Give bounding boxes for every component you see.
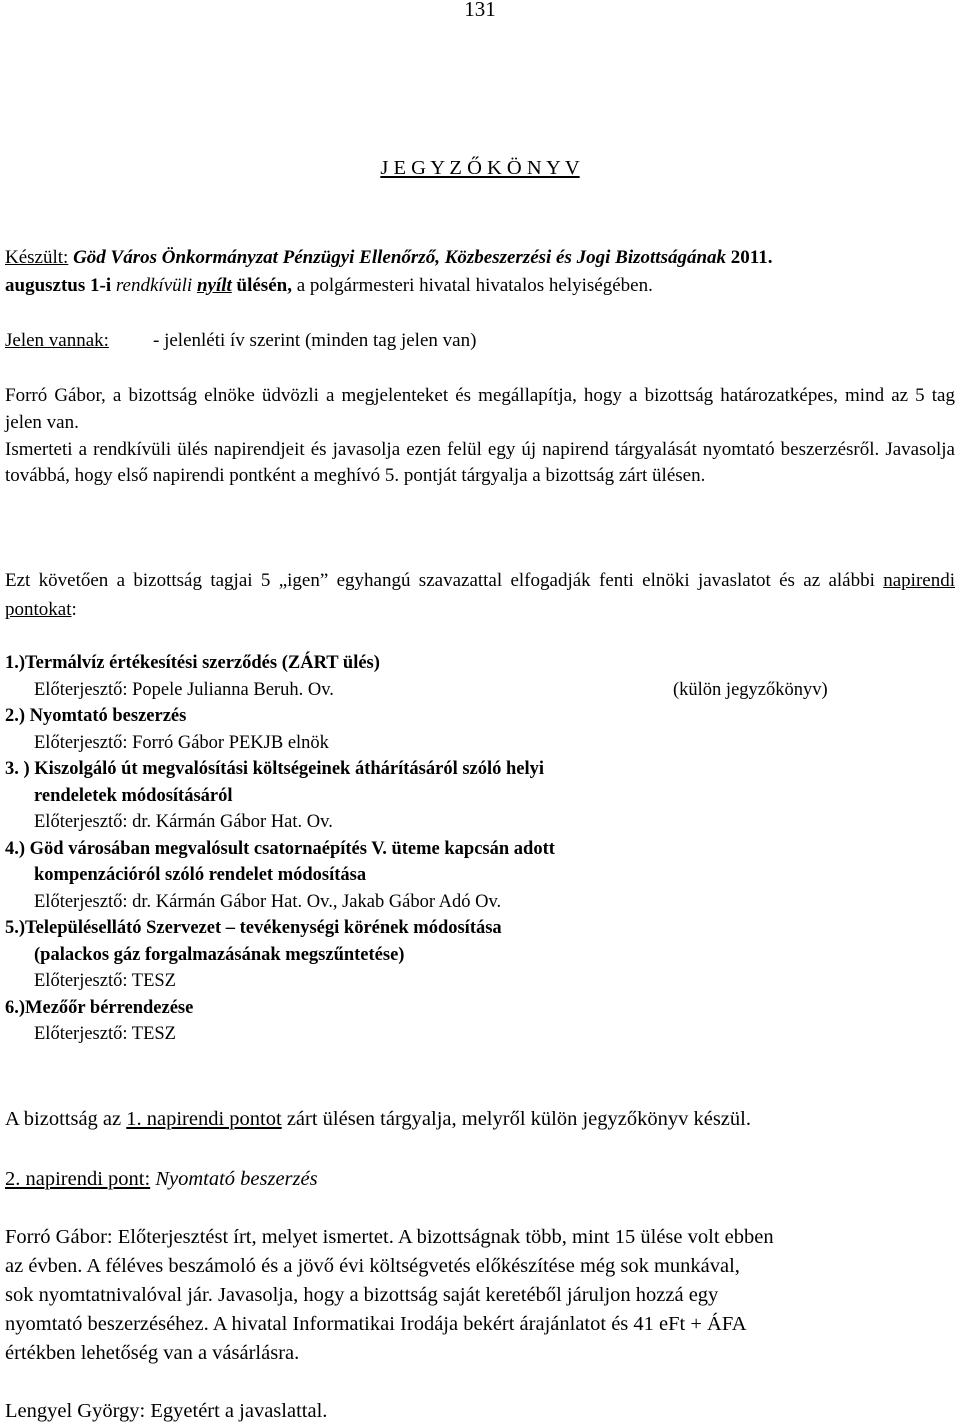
agenda-item-1-presenter xyxy=(5,677,955,704)
agenda-list xyxy=(5,650,955,1048)
vote-end: : xyxy=(71,599,77,620)
keszult-paragraph xyxy=(5,244,955,300)
keszult-date-month: augusztus 1-i xyxy=(5,275,112,296)
keszult-line-2 xyxy=(5,272,955,300)
item-2-heading xyxy=(5,1165,955,1194)
agenda-item-2-title: 2.) Nyomtató beszerzés xyxy=(5,706,187,726)
agenda-item-3-title: 3. ) Kiszolgáló út megvalósítási költségeinek áthárításáról szóló helyi xyxy=(5,759,545,779)
opening-sentence-1: Forró Gábor, a bizottság elnöke üdvözli a megjelenteket és megállapítja, hogy a bizottság határozatképes, mind az 5 tag jelen van. xyxy=(5,385,955,433)
keszult-rendkivuli: rendkívüli xyxy=(111,275,193,296)
closing-paragraph-2 xyxy=(5,1223,955,1368)
agenda-item-5 xyxy=(5,915,955,995)
closing2-line-4: nyomtató beszerzéséhez. A hivatal Informatikai Irodája bekért árajánlatot és 41 eFt + ÁFA xyxy=(5,1313,747,1335)
item-2-label: 2. napirendi pont: xyxy=(5,1168,151,1190)
page-number-text: 131 xyxy=(464,0,496,21)
closing1-link: 1. napirendi pontot xyxy=(126,1108,282,1130)
agenda-item-2-presenter: Előterjesztő: Forró Gábor PEKJB elnök xyxy=(34,732,329,753)
closing2-line-2: az évben. A féléves beszámoló és a jövő évi költségvetés előkészítése még sok munkával, xyxy=(5,1255,740,1277)
jelen-line xyxy=(5,326,955,355)
agenda-item-5-title: 5.)Településellátó Szervezet – tevékenységi körének módosítása xyxy=(5,918,502,938)
agenda-item-4 xyxy=(5,836,955,916)
page-number xyxy=(5,0,955,22)
agenda-item-3 xyxy=(5,756,955,836)
keszult-line-1 xyxy=(5,244,955,272)
agenda-item-1-presenter-text: Előterjesztő: Popele Julianna Beruh. Ov. xyxy=(34,679,334,700)
jelen-label: Jelen vannak: xyxy=(5,330,109,351)
closing1-pre: A bizottság az xyxy=(5,1108,127,1130)
vote-agenda-link: napirendi pontokat xyxy=(5,570,955,620)
agenda-item-1-title: 1.)Termálvíz értékesítési szerződés (ZÁRT ülés) xyxy=(5,653,380,673)
agenda-item-4-title-cont: kompenzációról szóló rendelet módosítása xyxy=(34,865,367,885)
closing3-text: Lengyel György: Egyetért a javaslattal. xyxy=(5,1400,328,1422)
keszult-body: Göd Város Önkormányzat Pénzügyi Ellenőrző, Közbeszerzési és Jogi Bizottságának xyxy=(68,247,727,268)
agenda-item-4-title: 4.) Göd városában megvalósult csatornaépítés V. üteme kapcsán adott xyxy=(5,838,555,859)
closing1-post: zárt ülésen tárgyalja, melyről külön jegyzőkönyv készül. xyxy=(281,1108,751,1130)
opening-paragraph xyxy=(5,383,955,490)
agenda-item-2 xyxy=(5,703,955,756)
document-title xyxy=(5,154,955,182)
agenda-item-3-presenter: Előterjesztő: dr. Kármán Gábor Hat. Ov. xyxy=(34,812,333,832)
closing2-line-5: értékben lehetőség van a vásárlásra. xyxy=(5,1342,300,1364)
keszult-nyilt: nyílt xyxy=(196,275,232,296)
keszult-rest: a polgármesteri hivatal hivatalos helyiségében. xyxy=(291,275,653,296)
title-text: J E G Y Z Ő K Ö N Y V xyxy=(380,157,580,179)
opening-sentence-2: Ismerteti a rendkívüli ülés napirendjeit és javasolja ezen felül egy új napirend tárgyalását nyomtató beszerzésről. Javasolja továbbá, hogy első napirendi pontként a meghívó 5. pontját tárgyalja a bizottság zárt ülésen. xyxy=(5,438,955,487)
keszult-date-year: 2011. xyxy=(726,247,773,268)
agenda-item-3-title-cont: rendeletek módosításáról xyxy=(34,785,233,806)
agenda-item-5-presenter: Előterjesztő: TESZ xyxy=(34,971,176,991)
agenda-item-6 xyxy=(5,995,955,1048)
closing-paragraph-1 xyxy=(5,1105,955,1134)
keszult-ulesen: ülésén, xyxy=(231,275,292,296)
closing2-line-1: Forró Gábor: Előterjesztést írt, melyet ismertet. A bizottságnak több, mint 15 ülése volt ebben xyxy=(5,1226,774,1248)
closing-paragraph-3 xyxy=(5,1397,955,1426)
agenda-item-6-presenter: Előterjesztő: TESZ xyxy=(34,1024,176,1044)
jelen-text: - jelenléti ív szerint (minden tag jelen van) xyxy=(153,330,477,351)
vote-paragraph xyxy=(5,566,955,624)
agenda-item-1 xyxy=(5,650,955,703)
agenda-item-5-title-cont: (palackos gáz forgalmazásának megszűntetése) xyxy=(34,944,405,965)
keszult-label: Készült: xyxy=(5,247,69,268)
agenda-item-6-title: 6.)Mezőőr bérrendezése xyxy=(5,997,194,1018)
agenda-item-1-note: (külön jegyzőkönyv) xyxy=(673,679,828,700)
closing2-line-3: sok nyomtatnivalóval jár. Javasolja, hogy a bizottság saját keretéből járuljon hozzá egy xyxy=(5,1284,719,1306)
agenda-item-4-presenter: Előterjesztő: dr. Kármán Gábor Hat. Ov., Jakab Gábor Adó Ov. xyxy=(34,891,502,912)
vote-text: Ezt követően a bizottság tagjai 5 „igen” egyhangú szavazattal elfogadják fenti elnöki javaslatot és az alábbi xyxy=(5,570,884,591)
item-2-title: Nyomtató beszerzés xyxy=(155,1168,318,1190)
